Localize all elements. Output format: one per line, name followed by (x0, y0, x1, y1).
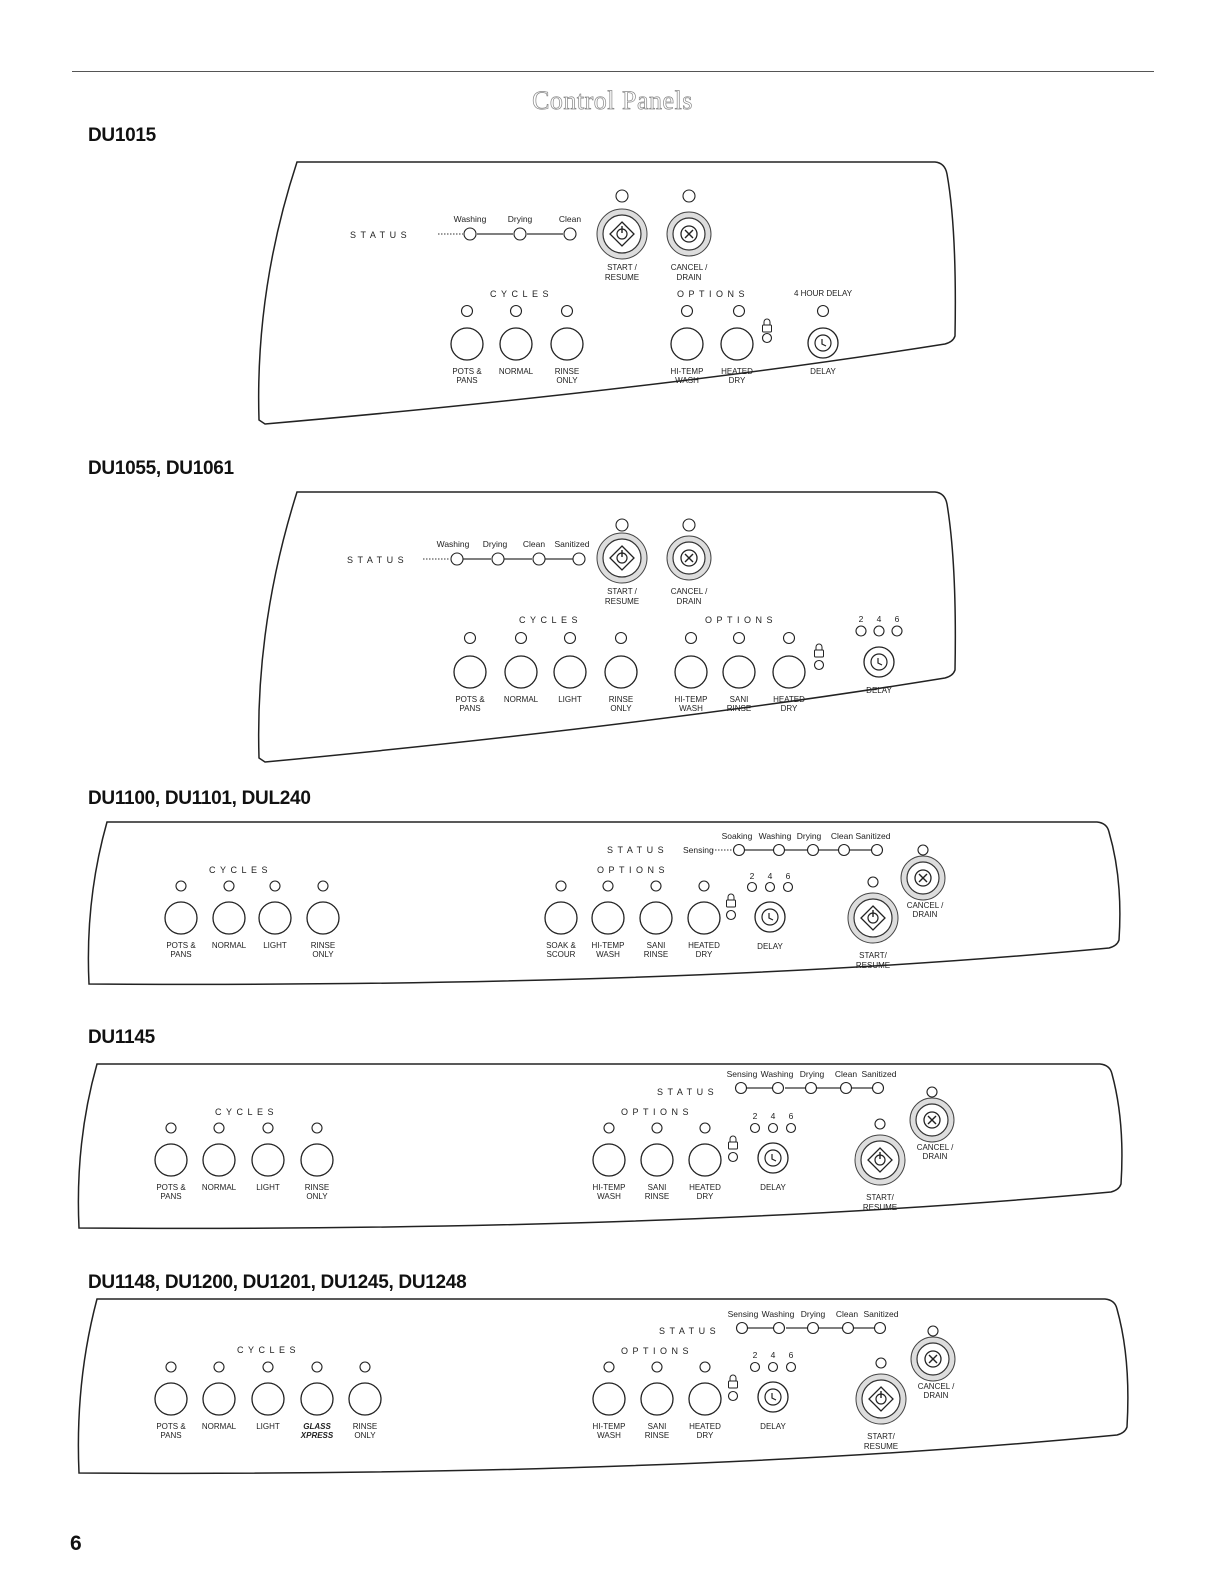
status-led-clean (533, 553, 545, 565)
status-drying-label: Drying (796, 831, 822, 841)
resume-label: RESUME (862, 1203, 898, 1212)
sani-label: SANI (647, 1183, 667, 1192)
rinse2-label: RINSE (644, 1192, 670, 1201)
cancel-drain-button[interactable] (911, 1337, 955, 1381)
status-clean-label: Clean (558, 214, 582, 224)
only-label: ONLY (306, 1192, 328, 1201)
delay-hour-label: 4 (770, 1111, 776, 1121)
sani-label: SANI (647, 1422, 667, 1431)
rinse-label: RINSE (554, 367, 580, 376)
option-led (700, 1123, 710, 1133)
hi-temp-wash-button[interactable] (592, 902, 624, 934)
heated-dry-button[interactable] (689, 1144, 721, 1176)
cycle-led (312, 1362, 322, 1372)
cycle-led (318, 881, 328, 891)
status-led-sensing (736, 1083, 747, 1094)
panel-model-du1015: DU1015 (88, 125, 156, 146)
hitemp-label: HI-TEMP (591, 941, 625, 950)
status-drying-label: Drying (482, 539, 508, 549)
delay-hour-label: 6 (788, 1350, 794, 1360)
normal-label: NORMAL (211, 941, 247, 950)
start-label: START/ (867, 1432, 895, 1441)
delay-hour-label: 2 (858, 614, 864, 624)
cancel-drain-button[interactable] (910, 1098, 954, 1142)
cancel-label: CANCEL / (906, 901, 944, 910)
start-resume-button[interactable] (848, 893, 898, 943)
cycle-led (462, 306, 473, 317)
start-resume-button[interactable] (597, 209, 647, 259)
lock-icon (729, 1136, 738, 1149)
rinse-label: RINSE (352, 1422, 378, 1431)
status-sanitized-label: Sanitized (855, 831, 891, 841)
sani-rinse-button[interactable] (641, 1144, 673, 1176)
hitemp-label: HI-TEMP (592, 1183, 626, 1192)
light-button[interactable] (259, 902, 291, 934)
cycles-label: CYCLES (209, 865, 273, 875)
cancel-led (683, 519, 695, 531)
panel-model-du1148: DU1148, DU1200, DU1201, DU1245, DU1248 (88, 1272, 467, 1293)
dry-label: DRY (780, 704, 798, 713)
status-label: STATUS (347, 555, 409, 565)
header-rule (72, 71, 1154, 72)
panel-model-du1145: DU1145 (88, 1027, 155, 1048)
heated-dry-button[interactable] (721, 328, 753, 360)
cycle-led (263, 1362, 273, 1372)
cancel-led (918, 845, 928, 855)
only-label: ONLY (610, 704, 632, 713)
drain-label: DRAIN (923, 1391, 949, 1400)
status-led-drying (514, 228, 526, 240)
status-soaking-label: Soaking (721, 831, 753, 841)
status-label: STATUS (607, 845, 669, 855)
option-led (604, 1362, 614, 1372)
delay-label: DELAY (757, 942, 783, 951)
hitemp-label: HI-TEMP (592, 1422, 626, 1431)
status-washing-label: Washing (761, 1309, 795, 1319)
pots-pans-button[interactable] (454, 656, 486, 688)
status-led-washing (773, 1083, 784, 1094)
lock-led (763, 334, 772, 343)
normal-button[interactable] (203, 1383, 235, 1415)
xpress-label: XPRESS (300, 1431, 334, 1440)
delay-hour-led (787, 1124, 796, 1133)
status-sanitized-label: Sanitized (863, 1309, 899, 1319)
heated-label: HEATED (688, 941, 720, 950)
only-label: ONLY (312, 950, 334, 959)
status-led-drying (808, 1323, 819, 1334)
pots-label: POTS & (156, 1183, 186, 1192)
control-panel-du1100 (85, 820, 1135, 1005)
status-led-soaking (734, 845, 745, 856)
delay-hour-label: 2 (749, 871, 755, 881)
normal-label: NORMAL (201, 1183, 237, 1192)
pots-pans-button[interactable] (155, 1144, 187, 1176)
panel-model-du1055: DU1055, DU1061 (88, 458, 234, 479)
cycle-led (263, 1123, 273, 1133)
option-led (652, 1123, 662, 1133)
cancel-led (683, 190, 695, 202)
wash-label: WASH (596, 950, 620, 959)
status-led-sanitized (875, 1323, 886, 1334)
cycles-label: CYCLES (237, 1345, 301, 1355)
status-led-drying (806, 1083, 817, 1094)
delay-hour-label: 6 (894, 614, 900, 624)
delay-hour-led (892, 626, 902, 636)
option-led (682, 306, 693, 317)
status-washing-label: Washing (760, 1069, 794, 1079)
delay-hour-label: 4 (876, 614, 882, 624)
delay-hour-label: 2 (752, 1111, 758, 1121)
delay-hour-led (769, 1363, 778, 1372)
resume-label: RESUME (604, 597, 640, 606)
dry-label: DRY (728, 376, 746, 385)
cycle-led (214, 1362, 224, 1372)
delay-hour-led (748, 883, 757, 892)
status-led-washing (451, 553, 463, 565)
heated-label: HEATED (721, 367, 753, 376)
cycle-led (270, 881, 280, 891)
sani-label: SANI (729, 695, 749, 704)
status-led-washing (464, 228, 476, 240)
status-drying-label: Drying (800, 1309, 826, 1319)
delay-label: DELAY (760, 1183, 786, 1192)
page-title: Control Panels (532, 86, 693, 115)
pots-label: POTS & (452, 367, 482, 376)
options-label: OPTIONS (621, 1107, 694, 1117)
rinse-only-button[interactable] (551, 328, 583, 360)
cancel-label: CANCEL / (917, 1382, 955, 1391)
delay-button[interactable] (864, 647, 894, 677)
status-led-washing (774, 1323, 785, 1334)
delay-hour-label: 6 (785, 871, 791, 881)
control-panel-du1145 (75, 1062, 1135, 1250)
status-drying-label: Drying (799, 1069, 825, 1079)
options-label: OPTIONS (677, 289, 750, 299)
delay-label: DELAY (866, 686, 892, 695)
heated-label: HEATED (773, 695, 805, 704)
wash-label: WASH (597, 1431, 621, 1440)
start-led (868, 877, 878, 887)
glass-xpress-button[interactable] (301, 1383, 333, 1415)
option-led (604, 1123, 614, 1133)
status-led-clean (564, 228, 576, 240)
soak-label: SOAK & (546, 941, 576, 950)
cancel-label: CANCEL / (670, 263, 708, 272)
status-led-sanitized (872, 845, 883, 856)
panel-model-du1100: DU1100, DU1101, DUL240 (88, 788, 311, 809)
start-led (616, 190, 628, 202)
cycle-led (562, 306, 573, 317)
resume-label: RESUME (855, 961, 891, 970)
cycle-led (166, 1123, 176, 1133)
delay-hour-label: 4 (770, 1350, 776, 1360)
rinse-only-button[interactable] (301, 1144, 333, 1176)
cancel-drain-button[interactable] (901, 856, 945, 900)
start-led (616, 519, 628, 531)
status-clean-label: Clean (522, 539, 546, 549)
delay-hour-led (856, 626, 866, 636)
status-clean-label: Clean (830, 831, 854, 841)
rinse2-label: RINSE (726, 704, 752, 713)
option-led (652, 1362, 662, 1372)
pots-label: POTS & (455, 695, 485, 704)
pans-label: PANS (160, 1431, 182, 1440)
pans-label: PANS (456, 376, 478, 385)
status-washing-label: Washing (758, 831, 792, 841)
lock-led (815, 661, 824, 670)
delay-button[interactable] (808, 328, 838, 358)
status-led-clean (839, 845, 850, 856)
normal-label: NORMAL (503, 695, 539, 704)
start-led (876, 1358, 886, 1368)
control-panel-du1148 (75, 1297, 1140, 1497)
lock-led (729, 1153, 738, 1162)
option-led (603, 881, 613, 891)
hi-temp-wash-button[interactable] (593, 1383, 625, 1415)
pans-label: PANS (459, 704, 481, 713)
light-label: LIGHT (263, 941, 287, 950)
status-led-sanitized (873, 1083, 884, 1094)
pots-label: POTS & (166, 941, 196, 950)
dry-label: DRY (696, 1431, 714, 1440)
status-washing-label: Washing (453, 214, 487, 224)
heated-dry-button[interactable] (773, 656, 805, 688)
start-label: START / (607, 587, 637, 596)
soak-scour-button[interactable] (545, 902, 577, 934)
status-led-sanitized (573, 553, 585, 565)
options-label: OPTIONS (621, 1346, 694, 1356)
glass-label: GLASS (303, 1422, 331, 1431)
rinse-only-button[interactable] (349, 1383, 381, 1415)
hi-temp-wash-button[interactable] (671, 328, 703, 360)
rinse2-label: RINSE (643, 950, 669, 959)
wash-label: WASH (679, 704, 703, 713)
start-resume-button[interactable] (856, 1374, 906, 1424)
light-button[interactable] (252, 1383, 284, 1415)
delay-hour-led (784, 883, 793, 892)
lock-icon (729, 1375, 738, 1388)
pans-label: PANS (160, 1192, 182, 1201)
start-label: START/ (866, 1193, 894, 1202)
delay-button[interactable] (755, 902, 785, 932)
light-label: LIGHT (256, 1183, 280, 1192)
cycle-led (616, 633, 627, 644)
option-led (699, 881, 709, 891)
status-drying-label: Drying (507, 214, 533, 224)
only-label: ONLY (556, 376, 578, 385)
delay-button[interactable] (758, 1143, 788, 1173)
option-led (784, 633, 795, 644)
status-sensing-label: Sensing (727, 1309, 759, 1319)
delay-hour-led (766, 883, 775, 892)
cycle-led (516, 633, 527, 644)
delay-label: DELAY (760, 1422, 786, 1431)
pots-pans-button[interactable] (155, 1383, 187, 1415)
drain-label: DRAIN (676, 273, 702, 282)
cancel-led (927, 1087, 937, 1097)
hi-temp-wash-button[interactable] (593, 1144, 625, 1176)
pots-pans-button[interactable] (165, 902, 197, 934)
light-button[interactable] (252, 1144, 284, 1176)
cycles-label: CYCLES (519, 615, 583, 625)
start-resume-button[interactable] (855, 1135, 905, 1185)
delay-led (818, 306, 829, 317)
cancel-led (928, 1326, 938, 1336)
start-label: START / (607, 263, 637, 272)
delay-hour-label: 2 (752, 1350, 758, 1360)
status-label: STATUS (659, 1326, 721, 1336)
rinse-label: RINSE (310, 941, 336, 950)
status-sanitized-label: Sanitized (861, 1069, 897, 1079)
sani-rinse-button[interactable] (640, 902, 672, 934)
rinse-label: RINSE (304, 1183, 330, 1192)
delay-hour-led (874, 626, 884, 636)
cycle-led (360, 1362, 370, 1372)
cycle-led (214, 1123, 224, 1133)
cycle-led (511, 306, 522, 317)
status-led-clean (843, 1323, 854, 1334)
option-led (651, 881, 661, 891)
cancel-label: CANCEL / (916, 1143, 954, 1152)
hi-temp-wash-button[interactable] (675, 656, 707, 688)
cancel-drain-button[interactable] (667, 536, 711, 580)
control-panel-du1055 (255, 490, 955, 765)
status-sensing-label: Sensing (683, 845, 714, 855)
lock-led (727, 911, 736, 920)
resume-label: RESUME (863, 1442, 899, 1451)
dry-label: DRY (695, 950, 713, 959)
start-label: START/ (859, 951, 887, 960)
pots-pans-button[interactable] (451, 328, 483, 360)
status-led-drying (492, 553, 504, 565)
wash-label: WASH (597, 1192, 621, 1201)
status-led-clean (841, 1083, 852, 1094)
delay-hour-led (751, 1363, 760, 1372)
cycle-led (166, 1362, 176, 1372)
option-led (734, 633, 745, 644)
delay-hour-led (769, 1124, 778, 1133)
wash-label: WASH (675, 376, 699, 385)
cycle-led (312, 1123, 322, 1133)
status-label: STATUS (657, 1087, 719, 1097)
rinse-only-button[interactable] (307, 902, 339, 934)
status-led-sensing (737, 1323, 748, 1334)
sani-rinse-button[interactable] (641, 1383, 673, 1415)
cycles-label: CYCLES (490, 289, 554, 299)
light-label: LIGHT (256, 1422, 280, 1431)
normal-button[interactable] (500, 328, 532, 360)
normal-label: NORMAL (498, 367, 534, 376)
options-label: OPTIONS (597, 865, 670, 875)
pots-label: POTS & (156, 1422, 186, 1431)
only-label: ONLY (354, 1431, 376, 1440)
lock-icon (815, 644, 824, 657)
normal-button[interactable] (203, 1144, 235, 1176)
pans-label: PANS (170, 950, 192, 959)
delay-hour-led (751, 1124, 760, 1133)
light-label: LIGHT (558, 695, 582, 704)
rinse-only-button[interactable] (605, 656, 637, 688)
heated-dry-button[interactable] (688, 902, 720, 934)
normal-label: NORMAL (201, 1422, 237, 1431)
normal-button[interactable] (213, 902, 245, 934)
options-label: OPTIONS (705, 615, 778, 625)
heated-label: HEATED (689, 1422, 721, 1431)
delay-hour-led (787, 1363, 796, 1372)
drain-label: DRAIN (922, 1152, 948, 1161)
hitemp-label: HI-TEMP (674, 695, 708, 704)
dry-label: DRY (696, 1192, 714, 1201)
rinse2-label: RINSE (644, 1431, 670, 1440)
hour-delay-label: 4 HOUR DELAY (793, 289, 853, 298)
drain-label: DRAIN (676, 597, 702, 606)
status-sanitized-label: Sanitized (554, 539, 590, 549)
cycle-led (565, 633, 576, 644)
control-panel-du1015 (255, 160, 955, 425)
status-label: STATUS (350, 230, 412, 240)
delay-label: DELAY (810, 367, 836, 376)
sani-label: SANI (646, 941, 666, 950)
status-clean-label: Clean (835, 1309, 859, 1319)
start-resume-button[interactable] (597, 533, 647, 583)
heated-label: HEATED (689, 1183, 721, 1192)
resume-label: RESUME (604, 273, 640, 282)
cycle-led (224, 881, 234, 891)
delay-hour-label: 4 (767, 871, 773, 881)
status-sensing-label: Sensing (726, 1069, 758, 1079)
delay-button[interactable] (758, 1382, 788, 1412)
light-button[interactable] (554, 656, 586, 688)
sani-rinse-button[interactable] (723, 656, 755, 688)
lock-icon (727, 894, 736, 907)
option-led (734, 306, 745, 317)
hitemp-label: HI-TEMP (670, 367, 704, 376)
scour-label: SCOUR (546, 950, 576, 959)
cancel-label: CANCEL / (670, 587, 708, 596)
rinse-label: RINSE (608, 695, 634, 704)
status-clean-label: Clean (834, 1069, 858, 1079)
page-number: 6 (70, 1532, 82, 1555)
option-led (700, 1362, 710, 1372)
cycle-led (176, 881, 186, 891)
heated-dry-button[interactable] (689, 1383, 721, 1415)
lock-led (729, 1392, 738, 1401)
start-led (875, 1119, 885, 1129)
status-led-drying (808, 845, 819, 856)
delay-hour-label: 6 (788, 1111, 794, 1121)
normal-button[interactable] (505, 656, 537, 688)
option-led (686, 633, 697, 644)
cancel-drain-button[interactable] (667, 212, 711, 256)
status-washing-label: Washing (436, 539, 470, 549)
status-led-washing (774, 845, 785, 856)
lock-icon (763, 319, 772, 332)
cycles-label: CYCLES (215, 1107, 279, 1117)
drain-label: DRAIN (912, 910, 938, 919)
option-led (556, 881, 566, 891)
cycle-led (465, 633, 476, 644)
